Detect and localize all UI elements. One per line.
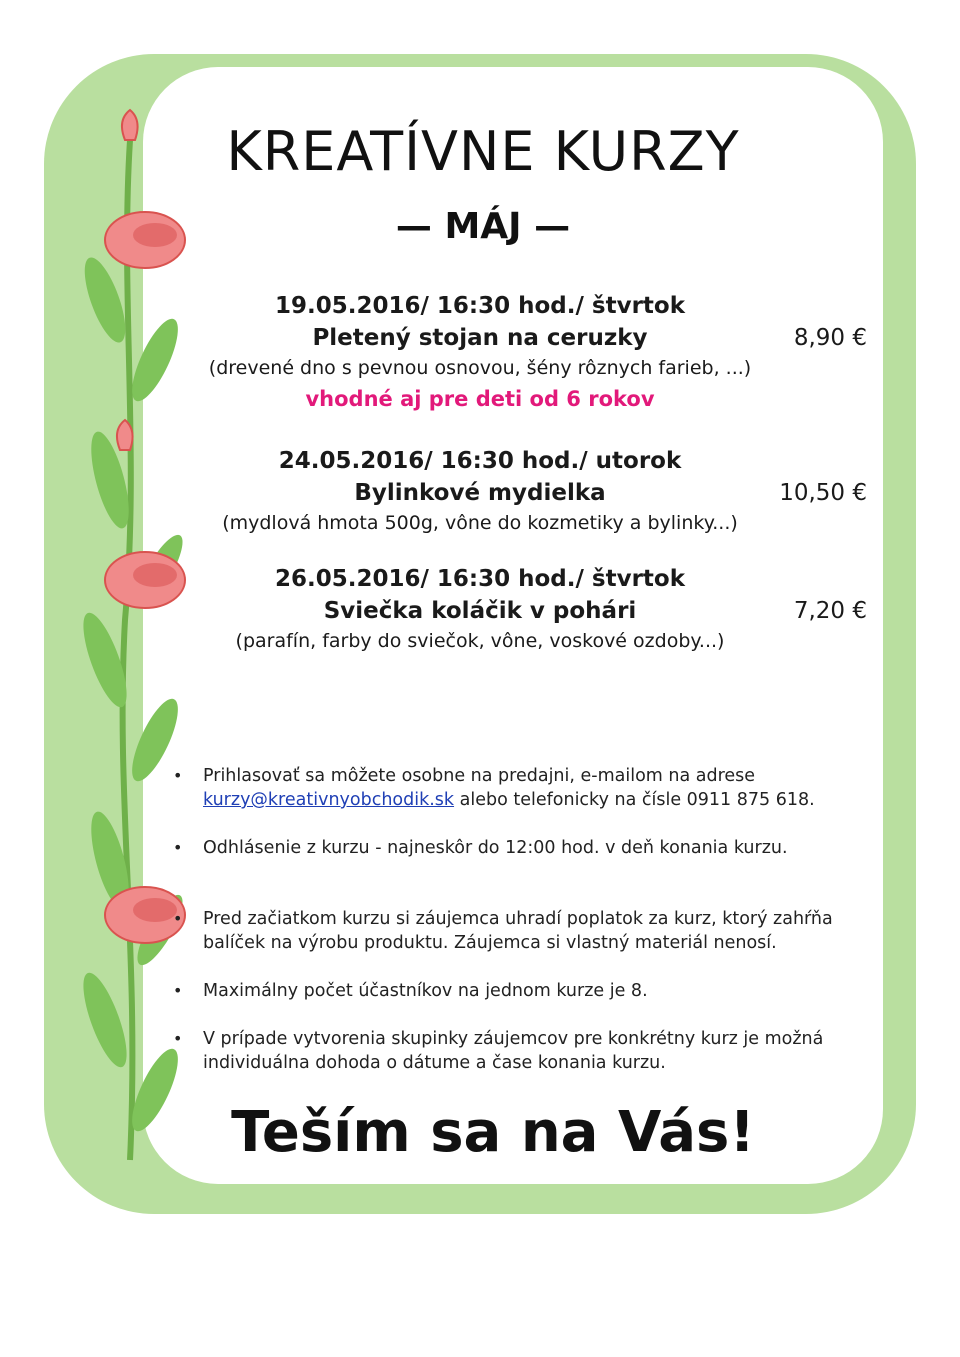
list-item — [170, 1027, 870, 1075]
list-item — [170, 836, 870, 860]
fee-text: Pred začiatkom kurzu si záujemca uhradí poplatok za kurz, ktorý zahŕňa balíček na výrobu produktu. Záujemca si vlastný materiál nenosí. — [203, 909, 833, 953]
cancel-text: Odhlásenie z kurzu - najneskôr do 12:00 hod. v deň konania kurzu. — [203, 838, 788, 858]
list-item — [170, 907, 870, 955]
course-name: Bylinkové mydielka — [354, 480, 606, 506]
course-note: vhodné aj pre deti od 6 rokov — [305, 387, 655, 411]
course-date: 26.05.2016/ 16:30 hod./ štvrtok — [274, 566, 686, 592]
signup-phone-text: alebo telefonicky na čísle 0911 875 618. — [459, 790, 815, 810]
course-price: 10,50 € — [779, 480, 867, 506]
bullet-icon: • — [173, 981, 183, 1000]
closing-message: Teším sa na Vás! — [231, 1100, 755, 1165]
info-list — [170, 764, 870, 1075]
bullet-icon: • — [173, 909, 183, 928]
group-text: V prípade vytvorenia skupinky záujemcov pre konkrétny kurz je možná individuálna dohoda o dátume a čase konania kurzu. — [203, 1029, 824, 1073]
max-participants-text: Maximálny počet účastníkov na jednom kurze je 8. — [203, 981, 648, 1001]
bullet-icon: • — [173, 838, 183, 857]
email-link[interactable]: kurzy@kreativnyobchodik.sk — [203, 790, 455, 810]
course-2 — [160, 445, 880, 537]
course-3 — [160, 563, 880, 655]
course-name: Sviečka koláčik v pohári — [323, 598, 637, 624]
course-price: 7,20 € — [793, 598, 867, 624]
page-title: KREATÍVNE KURZY — [226, 120, 740, 183]
signup-text: Prihlasovať sa môžete osobne na predajni, e-mailom na adrese — [203, 766, 756, 786]
list-item — [170, 979, 870, 1003]
course-date: 19.05.2016/ 16:30 hod./ štvrtok — [274, 293, 686, 319]
list-item — [170, 764, 870, 812]
course-price: 8,90 € — [793, 325, 867, 351]
course-date: 24.05.2016/ 16:30 hod./ utorok — [278, 448, 682, 474]
course-1 — [160, 290, 880, 416]
course-materials: (drevené dno s pevnou osnovou, šény rôznych farieb, ...) — [208, 357, 752, 379]
course-materials: (mydlová hmota 500g, vône do kozmetiky a bylinky...) — [222, 512, 738, 534]
course-materials: (parafín, farby do sviečok, vône, voskové ozdoby...) — [235, 630, 725, 652]
bullet-icon: • — [173, 1029, 183, 1048]
course-name: Pletený stojan na ceruzky — [312, 325, 648, 351]
bullet-icon: • — [173, 766, 183, 785]
month-subtitle: — MÁJ — — [395, 206, 571, 247]
